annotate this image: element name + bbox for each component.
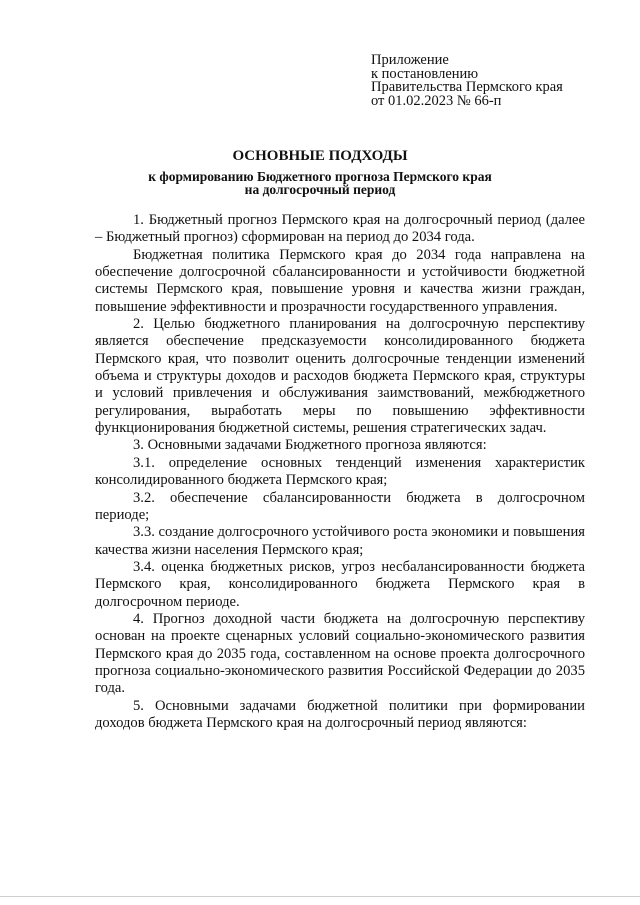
paragraph: 5. Основными задачами бюджетной политики при формировании доходов бюджета Пермского края на долгосрочный период являются: xyxy=(95,697,585,731)
document-body xyxy=(95,212,585,732)
annex-line: Правительства Пермского края xyxy=(371,79,563,96)
subtitle-line: на долгосрочный период xyxy=(244,181,396,197)
paragraph: 3.2. обеспечение сбалансированности бюджета в долгосрочном периоде; xyxy=(95,489,585,523)
paragraph: 3.1. определение основных тенденций изменения характеристик консолидированного бюджета Пермского края; xyxy=(95,454,585,489)
paragraph: 3.4. оценка бюджетных рисков, угроз несбалансированности бюджета Пермского края, консолидированного бюджета Пермского края в долгосрочном периоде. xyxy=(95,558,585,610)
annex-line: от 01.02.2023 № 66-п xyxy=(371,92,502,109)
document-title: ОСНОВНЫЕ ПОДХОДЫ xyxy=(232,148,408,164)
paragraph: 4. Прогноз доходной части бюджета на долгосрочную перспективу основан на проекте сценарных условий социально-экономического развития Пермского края до 2035 года, составленном на основе проекта долгосрочного прогноза социально-экономического развития Российской Федерации до 2035 года. xyxy=(95,610,585,697)
subtitle-line: к формированию Бюджетного прогноза Пермского края xyxy=(148,169,492,184)
paragraph: 3.3. создание долгосрочного устойчивого роста экономики и повышения качества жизни населения Пермского края; xyxy=(95,524,585,558)
paragraph: Бюджетная политика Пермского края до 2034 года направлена на обеспечение долгосрочной сбалансированности и устойчивости бюджетной системы Пермского края, повышение уровня и качества жизни граждан, повышение эффективности и прозрачности государственного управления. xyxy=(95,246,585,315)
scan-border-line xyxy=(0,896,640,897)
paragraph: 2. Целью бюджетного планирования на долгосрочную перспективу является обеспечение предсказуемости консолидированного бюджета Пермского края, что позволит оценить долгосрочные тенденции изменений объема и структуры доходов и расходов бюджета Пермского края, структуры и условий привлечения и обслуживания заимствований, межбюджетного регулирования, выработать меры по повышению эффективности функционирования бюджетной системы, решения стратегических задач. xyxy=(95,316,585,437)
paragraph: 1. Бюджетный прогноз Пермского края на долгосрочный период (далее – Бюджетный прогноз) сформирован на период до 2034 года. xyxy=(95,212,585,246)
document-subtitle xyxy=(0,171,640,196)
paragraph: 3. Основными задачами Бюджетного прогноза являются: xyxy=(133,437,487,454)
annex-header xyxy=(371,54,563,108)
annex-line: к постановлению xyxy=(371,65,479,82)
annex-line: Приложение xyxy=(371,52,449,68)
